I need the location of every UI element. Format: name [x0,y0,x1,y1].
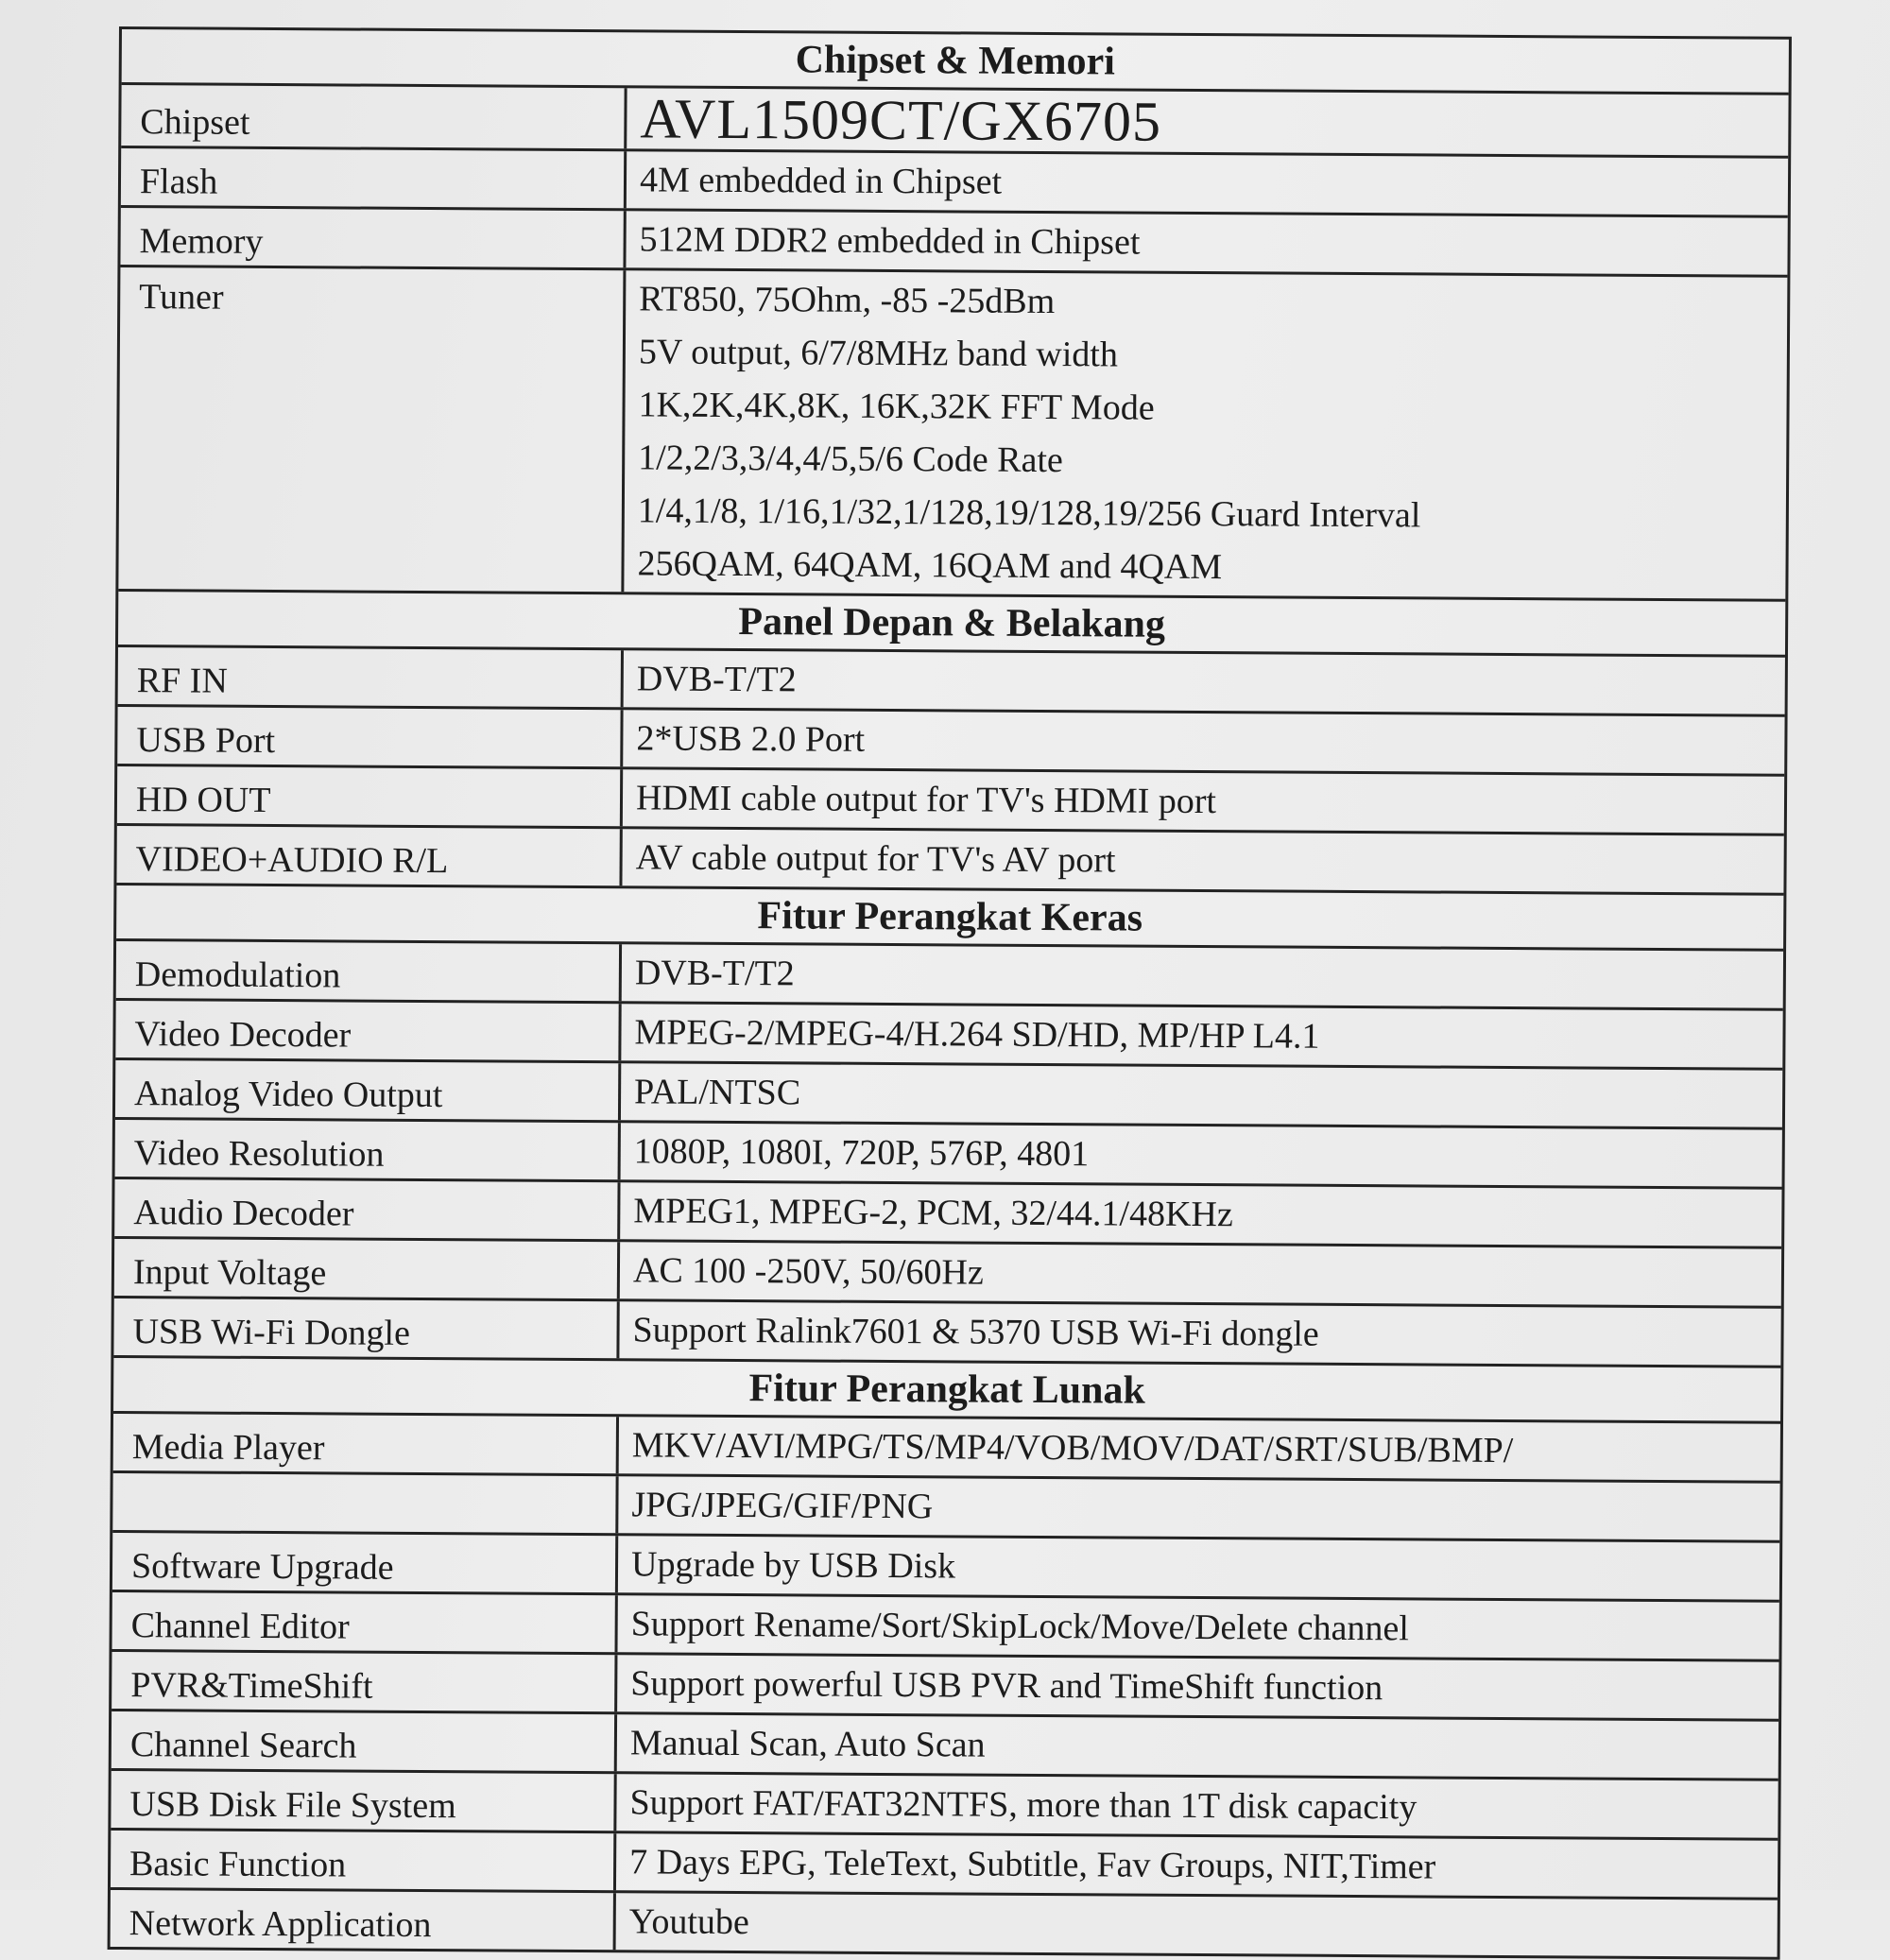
spec-label: Chipset [121,85,627,148]
spec-label: Input Voltage [114,1239,620,1298]
spec-label: USB Port [117,707,623,766]
spec-label: Basic Function [111,1831,616,1890]
spec-value [624,270,1787,599]
spec-value-line: PAL/NTSC [633,1072,801,1113]
spec-value [621,1004,1782,1068]
spec-row [117,766,1784,836]
spec-value [616,1774,1778,1838]
spec-label: Audio Decoder [114,1179,620,1239]
spec-label: RF IN [118,647,624,707]
spec-label: HD OUT [117,766,623,826]
spec-value-line: Youtube [628,1901,749,1943]
spec-row [112,1592,1778,1662]
spec-value-line: DVB-T/T2 [636,659,797,700]
spec-value [621,1063,1782,1127]
spec-value [627,151,1788,215]
spec-row [118,267,1787,602]
spec-value [618,1595,1779,1659]
spec-label: Demodulation [116,941,622,1001]
spec-label: VIDEO+AUDIO R/L [116,826,622,885]
spec-value-line: 1/4,1/8, 1/16,1/32,1/128,19/128,19/256 Guard Interval [637,490,1421,536]
spec-label: Tuner [118,267,626,592]
spec-row [120,208,1787,278]
spec-table [108,26,1792,1960]
spec-value-line: AC 100 -250V, 50/60Hz [632,1250,984,1293]
spec-value-line: Support FAT/FAT32NTFS, more than 1T disk capacity [629,1782,1418,1828]
spec-value [616,1893,1778,1957]
spec-value [622,829,1783,893]
spec-row [116,826,1783,896]
spec-row [112,1711,1778,1781]
spec-value-line: AV cable output for TV's AV port [635,837,1116,881]
spec-value-line: AVL1509CT/GX6705 [640,87,1162,153]
spec-value [624,650,1785,714]
spec-value [618,1536,1779,1600]
spec-value-line: Support Rename/Sort/SkipLock/Move/Delete channel [630,1604,1409,1649]
spec-value-line: Support Ralink7601 & 5370 USB Wi-Fi dongle [632,1310,1319,1354]
spec-value-line: 4M embedded in Chipset [639,160,1003,202]
spec-value [622,944,1783,1008]
spec-row [112,1473,1779,1543]
spec-value [626,211,1787,275]
spec-label [112,1473,618,1533]
spec-row [115,1001,1782,1071]
spec-value-line: 1080P, 1080I, 720P, 576P, 4801 [633,1131,1090,1175]
spec-value [617,1655,1778,1719]
section-title: Fitur Perangkat Lunak [113,1358,1780,1424]
spec-label: USB Disk File System [111,1771,616,1831]
spec-value-line: MPEG1, MPEG-2, PCM, 32/44.1/48KHz [633,1191,1233,1235]
spec-label: Network Application [111,1890,616,1950]
spec-row [121,85,1788,159]
section-title: Panel Depan & Belakang [118,592,1785,658]
spec-value [620,1182,1781,1246]
spec-value-line: 2*USB 2.0 Port [636,718,866,760]
spec-value [616,1833,1778,1898]
spec-label: Channel Search [112,1711,617,1771]
spec-value [620,1242,1781,1306]
spec-value-line: 1K,2K,4K,8K, 16K,32K FFT Mode [638,385,1155,428]
spec-value [623,710,1784,774]
spec-row [112,1652,1778,1722]
spec-label: Video Resolution [115,1120,621,1179]
spec-row [111,1771,1778,1841]
spec-value [619,1301,1780,1366]
spec-label: Software Upgrade [112,1533,618,1592]
spec-row [114,1239,1781,1309]
spec-row [121,148,1788,218]
spec-row [114,1179,1781,1249]
spec-row [113,1414,1780,1484]
spec-value [617,1714,1778,1779]
spec-value-line: Support powerful USB PVR and TimeShift function [630,1663,1383,1709]
spec-row [111,1890,1778,1957]
spec-label: Analog Video Output [115,1060,621,1120]
spec-row [115,1120,1782,1190]
spec-label: Media Player [113,1414,619,1473]
spec-label: Video Decoder [115,1001,621,1060]
spec-label: Channel Editor [112,1592,618,1652]
spec-row [113,1298,1780,1368]
spec-value-line: MPEG-2/MPEG-4/H.264 SD/HD, MP/HP L4.1 [634,1012,1320,1057]
spec-label: Memory [120,208,626,267]
spec-label: Flash [121,148,627,208]
section-title: Fitur Perangkat Keras [116,885,1783,952]
spec-value-line: 1/2,2/3,3/4,4/5,5/6 Code Rate [638,438,1063,481]
spec-value [621,1123,1782,1187]
section-title: Chipset & Memori [122,29,1789,95]
spec-value-line: DVB-T/T2 [634,953,795,994]
spec-value [623,769,1784,834]
spec-label: PVR&TimeShift [112,1652,617,1711]
spec-value-line: 7 Days EPG, TeleText, Subtitle, Fav Groups, NIT,Timer [629,1842,1436,1887]
spec-row [115,1060,1782,1130]
spec-row [117,707,1784,777]
spec-value-line: HDMI cable output for TV's HDMI port [635,778,1217,822]
spec-value-line: JPG/JPEG/GIF/PNG [631,1485,934,1527]
spec-value-line: MKV/AVI/MPG/TS/MP4/VOB/MOV/DAT/SRT/SUB/BMP/ [631,1425,1514,1471]
spec-label: USB Wi-Fi Dongle [113,1298,619,1358]
spec-value-line: Manual Scan, Auto Scan [629,1723,986,1765]
spec-value [618,1476,1779,1540]
spec-value-line: Upgrade by USB Disk [630,1544,956,1587]
spec-value-line: 512M DDR2 embedded in Chipset [639,219,1141,263]
spec-value-line: 256QAM, 64QAM, 16QAM and 4QAM [637,543,1223,588]
spec-row [116,941,1783,1011]
spec-row [118,647,1785,717]
spec-row [112,1533,1779,1603]
spec-value [627,88,1788,156]
spec-value [619,1417,1780,1481]
spec-value-line: RT850, 75Ohm, -85 -25dBm [639,279,1056,322]
spec-value-line: 5V output, 6/7/8MHz band width [638,332,1119,375]
